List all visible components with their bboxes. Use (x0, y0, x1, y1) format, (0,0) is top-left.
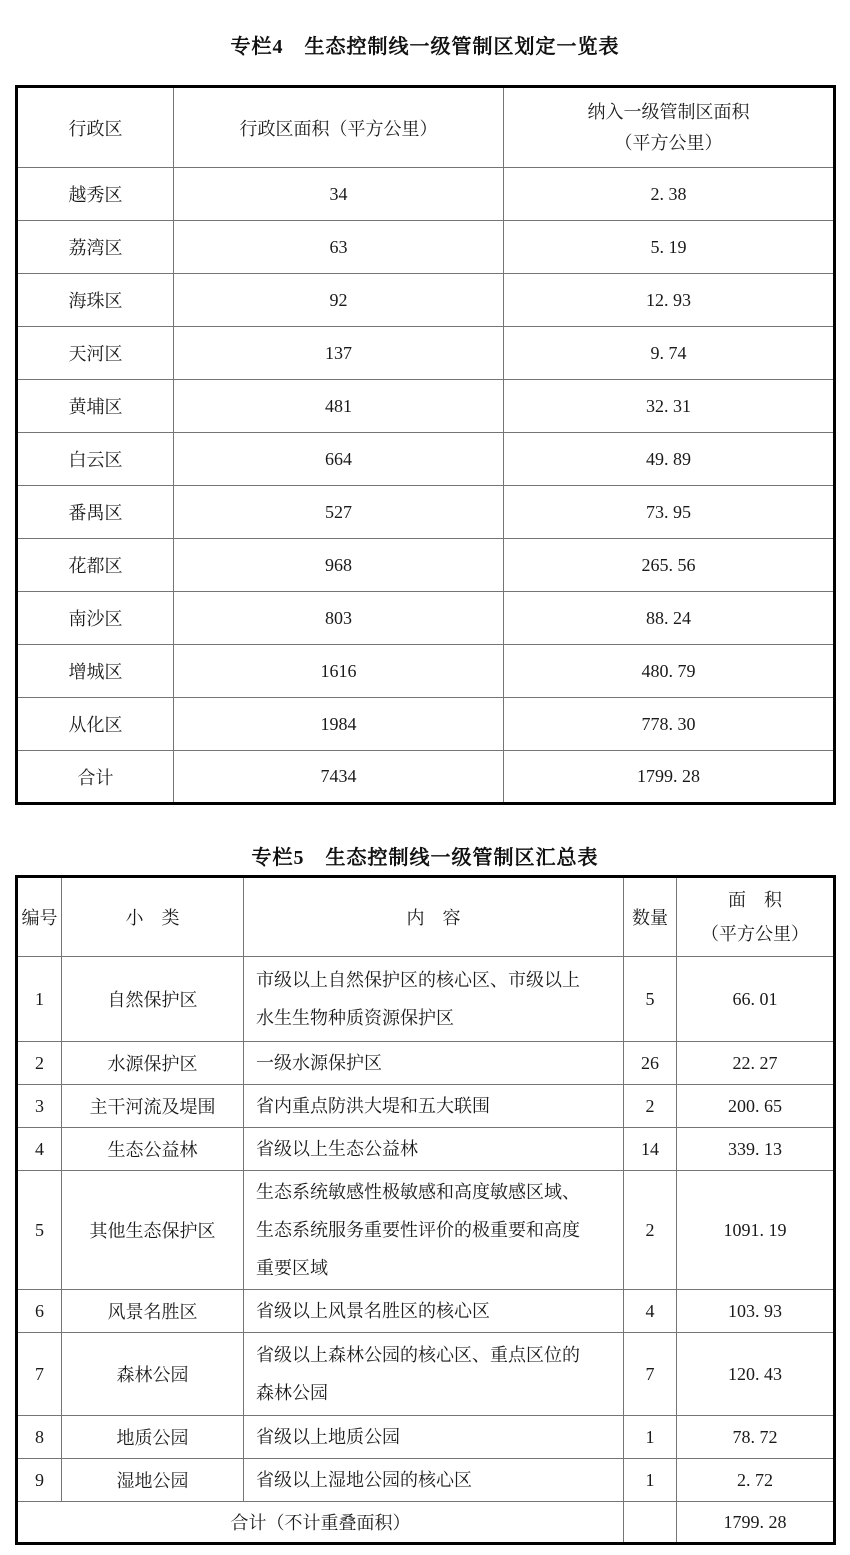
district-cell: 番禺区 (17, 486, 174, 539)
area-cell: 200. 65 (677, 1085, 835, 1128)
count-cell: 4 (624, 1290, 677, 1333)
table-row (17, 327, 835, 380)
category-cell: 水源保护区 (62, 1042, 244, 1085)
total-area-cell: 1799. 28 (677, 1502, 835, 1544)
content-cell: 省级以上湿地公园的核心区 (244, 1459, 624, 1502)
area-cell: 339. 13 (677, 1128, 835, 1171)
id-cell: 9 (17, 1459, 62, 1502)
district-area-cell: 803 (174, 592, 504, 645)
included-area-cell: 49. 89 (504, 433, 835, 486)
included-area-cell: 88. 24 (504, 592, 835, 645)
count-cell: 1 (624, 1416, 677, 1459)
table-row (17, 592, 835, 645)
district-cell: 黄埔区 (17, 380, 174, 433)
category-cell: 自然保护区 (62, 957, 244, 1042)
table-row (17, 1290, 835, 1333)
district-cell: 海珠区 (17, 274, 174, 327)
table4-header-included-area-line1: 纳入一级管制区面积 (587, 101, 750, 122)
district-area-cell: 968 (174, 539, 504, 592)
content-cell: 省级以上生态公益林 (244, 1128, 624, 1171)
content-cell: 一级水源保护区 (244, 1042, 624, 1085)
district-cell: 越秀区 (17, 168, 174, 221)
category-cell: 主干河流及堤围 (62, 1085, 244, 1128)
included-area-cell: 265. 56 (504, 539, 835, 592)
district-cell: 天河区 (17, 327, 174, 380)
id-cell: 3 (17, 1085, 62, 1128)
table-row (17, 698, 835, 751)
table-row (17, 221, 835, 274)
area-cell: 66. 01 (677, 957, 835, 1042)
district-area-cell: 1984 (174, 698, 504, 751)
id-cell: 2 (17, 1042, 62, 1085)
table5-header-area-line1: 面 积 (728, 890, 782, 910)
table4-district-table (15, 85, 836, 805)
category-cell: 生态公益林 (62, 1128, 244, 1171)
table5-total-row (17, 1502, 835, 1544)
table5-header-count: 数量 (624, 877, 677, 957)
category-cell: 地质公园 (62, 1416, 244, 1459)
table4-header-district: 行政区 (17, 87, 174, 168)
table5-header-row (17, 877, 835, 957)
district-area-cell: 1616 (174, 645, 504, 698)
table-row (17, 1459, 835, 1502)
included-area-cell: 2. 38 (504, 168, 835, 221)
table-row (17, 645, 835, 698)
district-cell: 从化区 (17, 698, 174, 751)
id-cell: 4 (17, 1128, 62, 1171)
table4-total-row (17, 751, 835, 804)
district-cell: 花都区 (17, 539, 174, 592)
district-cell: 荔湾区 (17, 221, 174, 274)
district-area-cell: 137 (174, 327, 504, 380)
content-cell: 市级以上自然保护区的核心区、市级以上水生生物种质资源保护区 (244, 957, 624, 1042)
id-cell: 8 (17, 1416, 62, 1459)
district-area-cell: 481 (174, 380, 504, 433)
count-cell: 2 (624, 1085, 677, 1128)
table-row (17, 1042, 835, 1085)
district-area-cell: 664 (174, 433, 504, 486)
district-area-cell: 92 (174, 274, 504, 327)
district-cell: 南沙区 (17, 592, 174, 645)
total-label-cell: 合计（不计重叠面积） (17, 1502, 624, 1544)
count-cell: 5 (624, 957, 677, 1042)
content-cell: 省级以上地质公园 (244, 1416, 624, 1459)
area-cell: 2. 72 (677, 1459, 835, 1502)
included-area-cell: 32. 31 (504, 380, 835, 433)
count-cell: 1 (624, 1459, 677, 1502)
table5-header-area (677, 877, 835, 957)
table5-summary-table (15, 875, 836, 1545)
area-cell: 1091. 19 (677, 1171, 835, 1290)
table5-header-category: 小 类 (62, 877, 244, 957)
table5-header-id: 编号 (17, 877, 62, 957)
included-area-cell: 778. 30 (504, 698, 835, 751)
included-area-cell: 480. 79 (504, 645, 835, 698)
id-cell: 1 (17, 957, 62, 1042)
included-area-cell: 12. 93 (504, 274, 835, 327)
content-cell: 省级以上森林公园的核心区、重点区位的森林公园 (244, 1333, 624, 1416)
area-cell: 22. 27 (677, 1042, 835, 1085)
content-cell: 省级以上风景名胜区的核心区 (244, 1290, 624, 1333)
area-cell: 78. 72 (677, 1416, 835, 1459)
district-area-cell: 527 (174, 486, 504, 539)
category-cell: 湿地公园 (62, 1459, 244, 1502)
table-row (17, 539, 835, 592)
district-cell: 白云区 (17, 433, 174, 486)
id-cell: 7 (17, 1333, 62, 1416)
count-cell: 2 (624, 1171, 677, 1290)
table-row (17, 1171, 835, 1290)
table-row (17, 380, 835, 433)
table5-header-area-line2: （平方公里） (701, 924, 809, 944)
count-cell: 26 (624, 1042, 677, 1085)
table-row (17, 168, 835, 221)
table-row (17, 486, 835, 539)
category-cell: 风景名胜区 (62, 1290, 244, 1333)
area-cell: 103. 93 (677, 1290, 835, 1333)
table4-title: 专栏4 生态控制线一级管制区划定一览表 (230, 36, 620, 58)
count-cell: 7 (624, 1333, 677, 1416)
included-area-cell: 9. 74 (504, 327, 835, 380)
table5-title: 专栏5 生态控制线一级管制区汇总表 (251, 847, 599, 869)
category-cell: 森林公园 (62, 1333, 244, 1416)
table4-header-included-area-line2: （平方公里） (614, 132, 723, 153)
table-row (17, 433, 835, 486)
district-area-cell: 63 (174, 221, 504, 274)
included-area-cell: 73. 95 (504, 486, 835, 539)
district-area-cell: 34 (174, 168, 504, 221)
category-cell: 其他生态保护区 (62, 1171, 244, 1290)
total-count-cell (624, 1502, 677, 1544)
area-cell: 120. 43 (677, 1333, 835, 1416)
total-included-area-cell: 1799. 28 (504, 751, 835, 804)
table-row (17, 274, 835, 327)
included-area-cell: 5. 19 (504, 221, 835, 274)
table4-header-row (17, 87, 835, 168)
content-cell: 省内重点防洪大堤和五大联围 (244, 1085, 624, 1128)
table-row (17, 1416, 835, 1459)
total-district-area-cell: 7434 (174, 751, 504, 804)
table-row (17, 1085, 835, 1128)
id-cell: 6 (17, 1290, 62, 1333)
id-cell: 5 (17, 1171, 62, 1290)
total-label-cell: 合计 (17, 751, 174, 804)
table-row (17, 1128, 835, 1171)
table-row (17, 1333, 835, 1416)
content-cell: 生态系统敏感性极敏感和高度敏感区域、生态系统服务重要性评价的极重要和高度重要区域 (244, 1171, 624, 1290)
district-cell: 增城区 (17, 645, 174, 698)
table-row (17, 957, 835, 1042)
count-cell: 14 (624, 1128, 677, 1171)
table4-header-included-area (504, 87, 835, 168)
table5-header-content: 内 容 (244, 877, 624, 957)
table4-header-district-area: 行政区面积（平方公里） (174, 87, 504, 168)
